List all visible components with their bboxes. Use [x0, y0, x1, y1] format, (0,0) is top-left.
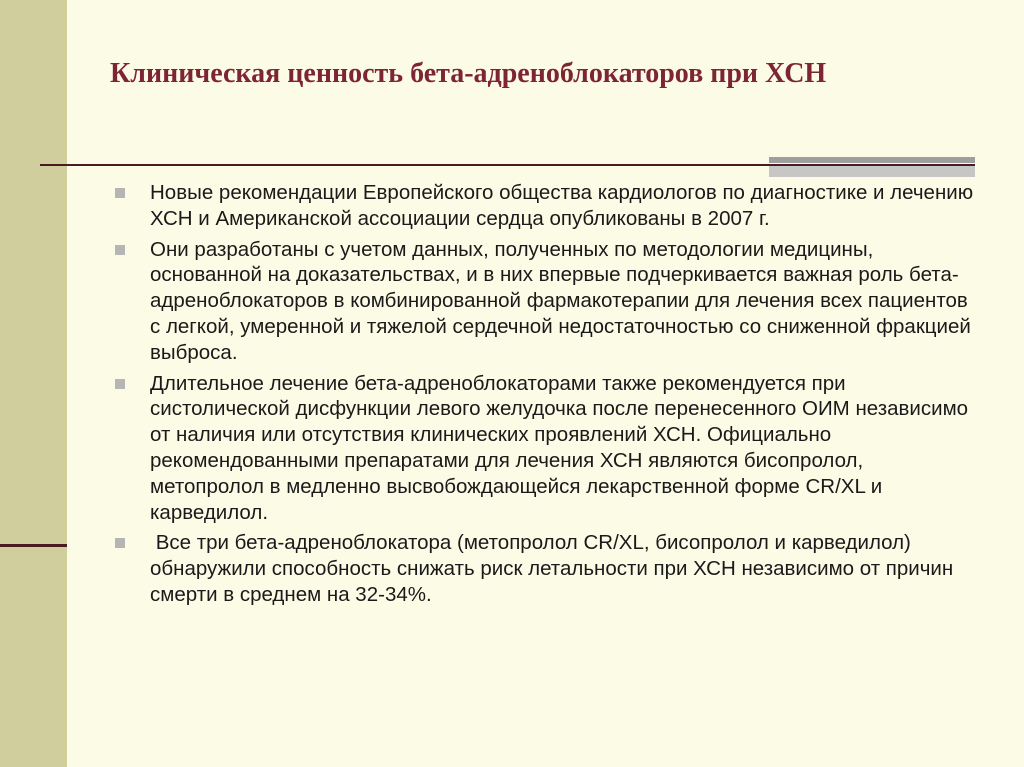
bullet-text: Они разработаны с учетом данных, полученных по методологии медицины, основанной на доказательствах, и в них впервые подчеркивается важная роль бета-адреноблокаторов в комбинированной фармакотерапии для лечения всех пациентов с легкой, умеренной и тяжелой сердечной недостаточностью со сниженной фракцией выброса. — [150, 237, 971, 364]
bullet-text: Все три бета-адреноблокатора (метопролол CR/XL, бисопролол и карведилол) обнаружили способность снижать риск летальности при ХСН независимо от причин смерти в среднем на 32-34%. — [150, 531, 959, 606]
slide-title: Клиническая ценность бета-адреноблокаторов при ХСН — [110, 58, 827, 89]
left-bar-accent-line — [0, 544, 67, 547]
bullet-text: Новые рекомендации Европейского общества кардиологов по диагностике и лечению ХСН и Американской ассоциации сердца опубликованы в 2007 г. — [150, 181, 974, 230]
square-bullet-icon — [115, 538, 125, 548]
title-accent-bar — [769, 157, 975, 177]
bullet-text: Длительное лечение бета-адреноблокаторами также рекомендуется при систолической дисфункции левого желудочка после перенесенного ОИМ независимо от наличия или отсутствия клинических проявлений ХСН. Официально рекомендованными препаратами для лечения ХСН являются бисопролол, метопролол в медленно высвобождающейся лекарственной форме CR/XL и карведилол. — [150, 371, 969, 524]
accent-stripe-light — [769, 166, 975, 177]
square-bullet-icon — [115, 245, 125, 255]
accent-stripe-dark — [769, 157, 975, 163]
bullet-item — [112, 180, 974, 232]
bullet-list — [112, 180, 974, 613]
bullet-item — [112, 371, 974, 526]
bullet-item — [112, 530, 974, 607]
square-bullet-icon — [115, 188, 125, 198]
bullet-item — [112, 237, 974, 366]
square-bullet-icon — [115, 379, 125, 389]
left-decorative-bar — [0, 0, 67, 767]
